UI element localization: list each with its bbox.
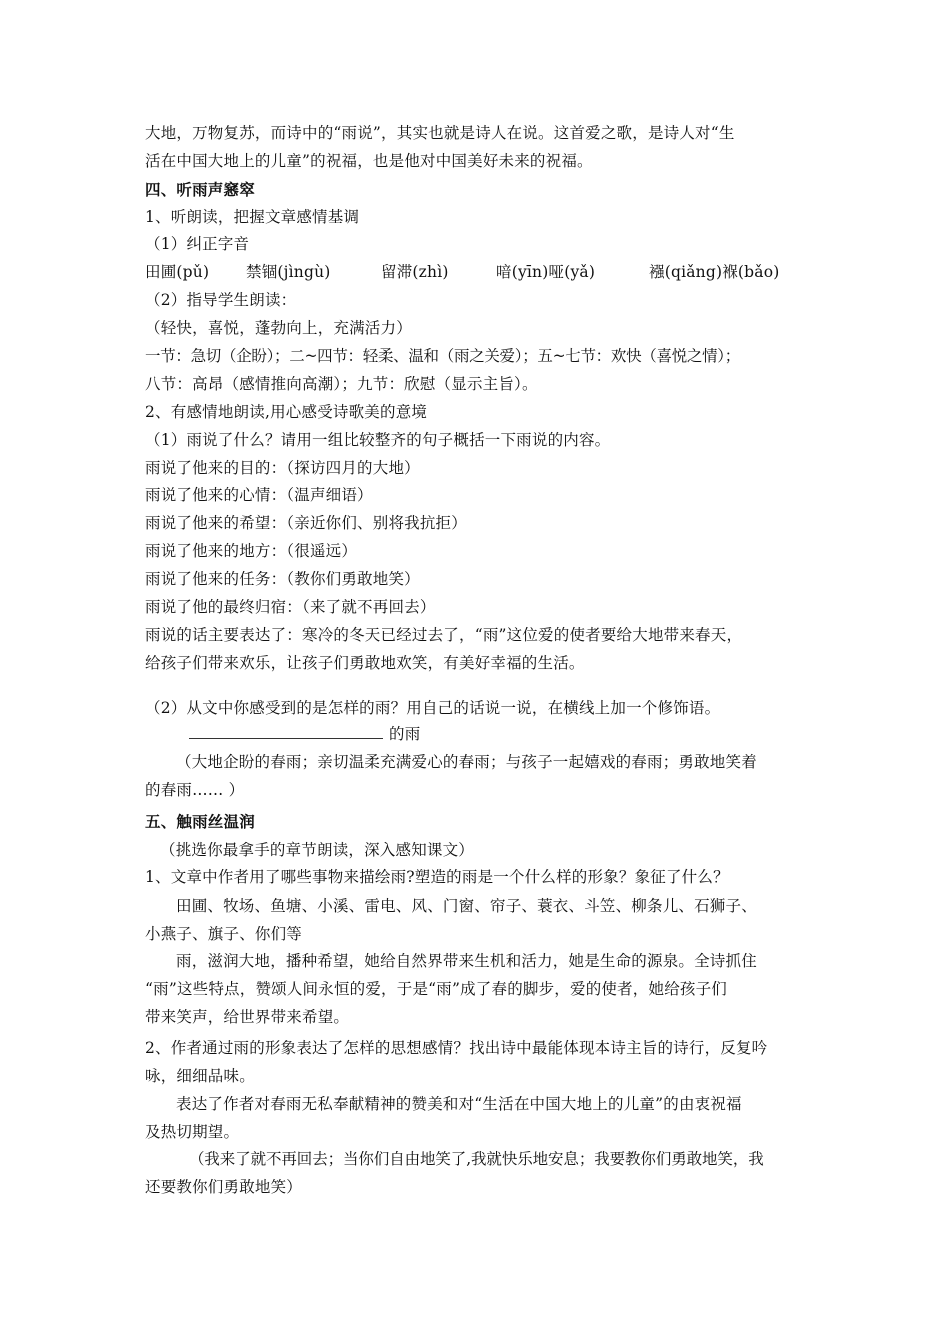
text-line: 带来笑声，给世界带来希望。 xyxy=(145,1008,350,1026)
pinyin-item: 留滞(zhì) xyxy=(381,263,449,281)
text-line: 及热切期望。 xyxy=(145,1123,240,1141)
text-line: （轻快，喜悦，蓬勃向上，充满活力） xyxy=(145,319,412,337)
fill-blank-line xyxy=(189,724,420,744)
text-line: 还要教你们勇敢地笑） xyxy=(145,1178,303,1196)
text-line: （1）纠正字音 xyxy=(145,235,250,253)
text-line: 1、听朗读，把握文章感情基调 xyxy=(145,208,360,226)
text-line: 雨说了他来的希望：（亲近你们、别将我抗拒） xyxy=(145,514,467,532)
blank-suffix: 的雨 xyxy=(389,725,421,743)
text-line: 一节：急切（企盼）；二~四节：轻柔、温和（雨之关爱）；五~七节：欢快（喜悦之情）； xyxy=(145,347,740,365)
blank-underline xyxy=(189,724,383,739)
text-line: （大地企盼的春雨；亲切温柔充满爱心的春雨；与孩子一起嬉戏的春雨；勇敢地笑着 xyxy=(176,753,757,771)
text-line: 八节：高昂（感情推向高潮）；九节：欣慰（显示主旨）。 xyxy=(145,375,538,393)
text-line: 雨说了他来的目的：（探访四月的大地） xyxy=(145,459,420,477)
text-line: 雨，滋润大地，播种希望，她给自然界带来生机和活力，她是生命的源泉。全诗抓住 xyxy=(176,952,757,970)
text-line: 2、有感情地朗读,用心感受诗歌美的意境 xyxy=(145,403,428,421)
text-line: 的春雨…… ） xyxy=(145,781,245,799)
text-line: 2、作者通过雨的形象表达了怎样的思想感情？找出诗中最能体现本诗主旨的诗行，反复吟 xyxy=(145,1039,768,1057)
text-line: 田圃、牧场、鱼塘、小溪、雷电、风、门窗、帘子、蓑衣、斗笠、柳条儿、石狮子、 xyxy=(176,897,757,915)
text-line: “雨”这些特点，赞颂人间永恒的爱，于是“雨”成了春的脚步，爱的使者，她给孩子们 xyxy=(145,980,727,998)
text-line: 活在中国大地上的儿童”的祝福，也是他对中国美好未来的祝福。 xyxy=(145,152,593,170)
pinyin-item: 襁(qiǎng)褓(bǎo) xyxy=(649,263,780,281)
text-line: 雨说了他来的任务：（教你们勇敢地笑） xyxy=(145,570,420,588)
text-line: 1、文章中作者用了哪些事物来描绘雨?塑造的雨是一个什么样的形象？象征了什么？ xyxy=(145,868,729,886)
text-line: 雨说了他来的地方：（很遥远） xyxy=(145,542,358,560)
text-line: （挑选你最拿手的章节朗读，深入感知课文） xyxy=(160,841,475,859)
text-line: 咏，细细品味。 xyxy=(145,1067,255,1085)
text-line: 雨说了他来的心情：（温声细语） xyxy=(145,486,373,504)
text-line: （我来了就不再回去；当你们自由地笑了,我就快乐地安息；我要教你们勇敢地笑，我 xyxy=(189,1150,764,1168)
section-heading: 四、听雨声窸窣 xyxy=(145,180,255,199)
pinyin-item: 田圃(pǔ) xyxy=(145,263,210,281)
text-line: 表达了作者对春雨无私奉献精神的赞美和对“生活在中国大地上的儿童”的由衷祝福 xyxy=(176,1095,742,1113)
pinyin-item: 禁锢(jìngù) xyxy=(246,263,331,281)
pinyin-item: 喑(yīn)哑(yǎ) xyxy=(496,263,596,281)
text-line: （1）雨说了什么？请用一组比较整齐的句子概括一下雨说的内容。 xyxy=(145,431,611,449)
text-line: 雨说的话主要表达了：寒冷的冬天已经过去了，“雨”这位爱的使者要给大地带来春天， xyxy=(145,626,743,644)
text-line: （2）从文中你感受到的是怎样的雨？用自己的话说一说，在横线上加一个修饰语。 xyxy=(145,699,721,717)
pinyin-row xyxy=(145,262,845,282)
text-line: 雨说了他的最终归宿：（来了就不再回去） xyxy=(145,598,436,616)
section-heading: 五、触雨丝温润 xyxy=(145,812,255,831)
text-line: 小燕子、旗子、你们等 xyxy=(145,925,303,943)
text-line: （2）指导学生朗读： xyxy=(145,291,297,309)
text-line: 大地，万物复苏，而诗中的“雨说”，其实也就是诗人在说。这首爱之歌，是诗人对“生 xyxy=(145,124,735,142)
text-line: 给孩子们带来欢乐，让孩子们勇敢地欢笑，有美好幸福的生活。 xyxy=(145,654,585,672)
